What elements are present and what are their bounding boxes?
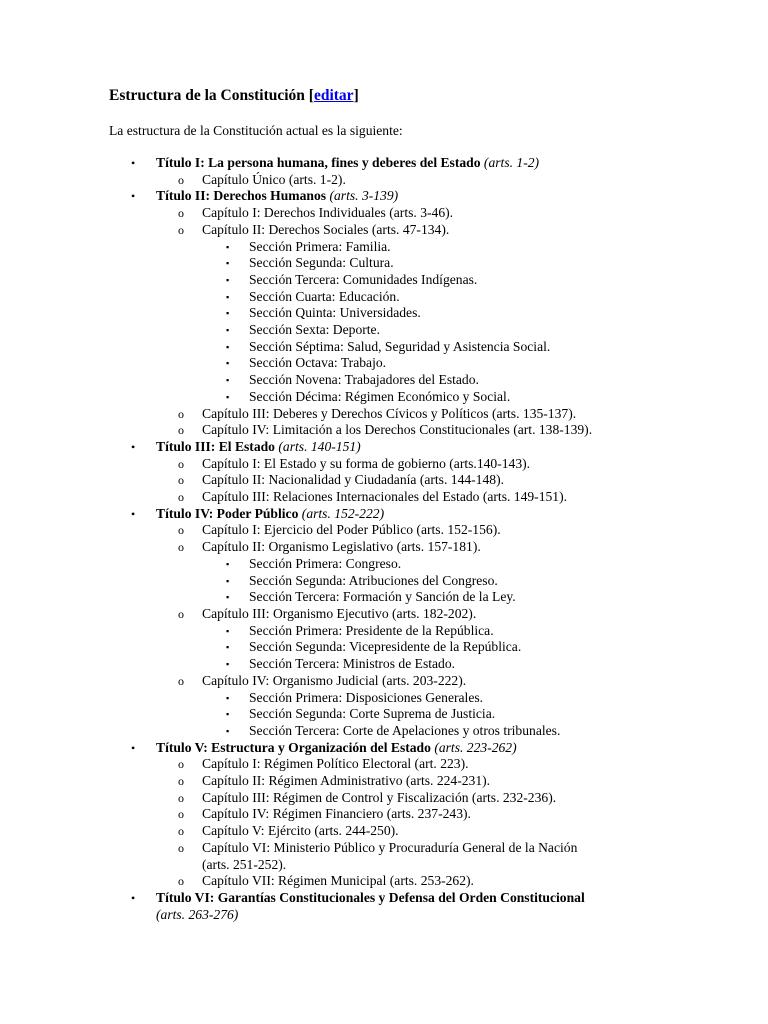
outline-item-seccion	[0, 573, 768, 590]
bullet-icon: o	[178, 874, 184, 889]
bullet-icon: ▪	[226, 341, 230, 352]
item-text: Capítulo III: Relaciones Internacionales del Estado (arts. 149-151).	[202, 489, 568, 505]
outline-item-capitulo	[0, 222, 768, 239]
edit-bracket-close: ]	[353, 87, 359, 104]
item-text: Capítulo VI: Ministerio Público y Procuraduría General de la Nación	[202, 839, 578, 855]
item-text: Sección Tercera: Corte de Apelaciones y otros tribunales.	[249, 722, 561, 738]
outline-item-titulo	[0, 907, 768, 924]
bullet-icon: ▪	[226, 325, 230, 336]
outline-item-capitulo	[0, 773, 768, 790]
item-text: Capítulo IV: Organismo Judicial (arts. 203-222).	[202, 672, 467, 688]
item-text: Sección Segunda: Vicepresidente de la República.	[249, 639, 522, 655]
outline-item-seccion	[0, 289, 768, 306]
outline-item-seccion	[0, 272, 768, 289]
section-heading	[109, 86, 359, 106]
bullet-icon: o	[178, 540, 184, 555]
bullet-icon: o	[178, 490, 184, 505]
item-article-range: (arts. 1-2)	[480, 155, 540, 170]
item-text: Sección Primera: Familia.	[249, 238, 391, 254]
bullet-icon: o	[178, 807, 184, 822]
bullet-icon: ▪	[226, 391, 230, 402]
outline-item-seccion	[0, 723, 768, 740]
item-text: Sección Octava: Trabajo.	[249, 355, 387, 371]
bullet-icon: ▪	[226, 709, 230, 720]
item-text: Sección Primera: Disposiciones Generales.	[249, 689, 484, 705]
outline-item-titulo	[0, 188, 768, 205]
item-text: Capítulo III: Régimen de Control y Fiscalización (arts. 232-236).	[202, 789, 557, 805]
bullet-icon: •	[131, 439, 136, 454]
bullet-icon: ▪	[226, 358, 230, 369]
bullet-icon: o	[178, 456, 184, 471]
item-text: Sección Tercera: Ministros de Estado.	[249, 656, 456, 672]
item-text: Sección Sexta: Deporte.	[249, 322, 380, 338]
outline-item-capitulo	[0, 840, 768, 857]
outline-item-seccion	[0, 706, 768, 723]
outline-item-seccion	[0, 656, 768, 673]
outline-item-seccion	[0, 305, 768, 322]
bullet-icon: ▪	[226, 592, 230, 603]
outline-item-seccion	[0, 322, 768, 339]
item-text: Capítulo IV: Limitación a los Derechos Constitucionales (art. 138-139).	[202, 422, 593, 438]
outline-item-titulo	[0, 740, 768, 757]
outline-item-capitulo	[0, 673, 768, 690]
item-text: Sección Tercera: Formación y Sanción de la Ley.	[249, 589, 516, 605]
item-article-range: (arts. 152-222)	[298, 505, 385, 521]
bullet-icon: o	[178, 840, 184, 855]
outline-item-capitulo	[0, 857, 768, 874]
item-text: Sección Segunda: Corte Suprema de Justicia.	[249, 706, 496, 722]
outline-item-seccion	[0, 389, 768, 406]
bullet-icon: o	[178, 172, 184, 187]
outline-item-capitulo	[0, 205, 768, 222]
bullet-icon: •	[131, 740, 136, 755]
item-title: Título II: Derechos Humanos	[156, 188, 327, 204]
outline-item-capitulo	[0, 539, 768, 556]
outline-item-titulo	[0, 439, 768, 456]
bullet-icon: o	[178, 824, 184, 839]
outline-item-capitulo	[0, 422, 768, 439]
item-text: Sección Quinta: Universidades.	[249, 305, 421, 321]
item-text: Sección Tercera: Comunidades Indígenas.	[249, 271, 478, 287]
item-text: Sección Primera: Presidente de la República.	[249, 622, 494, 638]
item-article-range: (arts. 263-276)	[156, 906, 239, 922]
item-title: Título IV: Poder Público	[156, 505, 299, 521]
outline-item-capitulo	[0, 823, 768, 840]
outline-item-capitulo	[0, 606, 768, 623]
bullet-icon: ▪	[226, 642, 230, 653]
item-text: Capítulo III: Deberes y Derechos Cívicos y Políticos (arts. 135-137).	[202, 405, 577, 421]
item-text: Capítulo Único (arts. 1-2).	[202, 171, 346, 187]
bullet-icon: o	[178, 757, 184, 772]
item-text: Capítulo V: Ejército (arts. 244-250).	[202, 823, 399, 839]
constitution-outline	[0, 155, 768, 923]
bullet-icon: ▪	[226, 258, 230, 269]
item-text: Capítulo II: Organismo Legislativo (arts. 157-181).	[202, 539, 481, 555]
item-text: Sección Primera: Congreso.	[249, 555, 402, 571]
bullet-icon: ▪	[226, 725, 230, 736]
bullet-icon: o	[178, 606, 184, 621]
outline-item-titulo	[0, 155, 768, 172]
bullet-icon: o	[178, 406, 184, 421]
bullet-icon: ▪	[226, 558, 230, 569]
item-text: Capítulo II: Derechos Sociales (arts. 47-134).	[202, 221, 450, 237]
item-text: Capítulo VII: Régimen Municipal (arts. 253-262).	[202, 873, 474, 889]
item-article-range: (arts. 223-262)	[430, 739, 517, 755]
heading-title: Estructura de la Constitución	[109, 87, 305, 104]
outline-item-seccion	[0, 639, 768, 656]
item-text: Capítulo II: Nacionalidad y Ciudadanía (arts. 144-148).	[202, 472, 505, 488]
item-text: Capítulo IV: Régimen Financiero (arts. 237-243).	[202, 806, 471, 822]
bullet-icon: o	[178, 790, 184, 805]
intro-paragraph: La estructura de la Constitución actual es la siguiente:	[109, 123, 403, 138]
item-text: Sección Segunda: Cultura.	[249, 255, 394, 271]
outline-item-seccion	[0, 556, 768, 573]
outline-item-capitulo	[0, 472, 768, 489]
outline-item-seccion	[0, 623, 768, 640]
item-text: (arts. 251-252).	[202, 856, 287, 872]
bullet-icon: ▪	[226, 308, 230, 319]
bullet-icon: •	[131, 189, 136, 204]
outline-item-capitulo	[0, 522, 768, 539]
item-text: Capítulo I: Ejercicio del Poder Público (arts. 152-156).	[202, 522, 501, 538]
edit-link[interactable]: editar	[313, 87, 354, 104]
outline-item-capitulo	[0, 806, 768, 823]
bullet-icon: ▪	[226, 241, 230, 252]
bullet-icon: ▪	[226, 625, 230, 636]
bullet-icon: o	[178, 473, 184, 488]
item-title: Título V: Estructura y Organización del Estado	[156, 739, 431, 755]
item-title: Título VI: Garantías Constitucionales y Defensa del Orden Constitucional	[156, 889, 585, 905]
bullet-icon: o	[178, 523, 184, 538]
outline-item-capitulo	[0, 456, 768, 473]
outline-item-capitulo	[0, 756, 768, 773]
item-text: Capítulo III: Organismo Ejecutivo (arts. 182-202).	[202, 605, 477, 621]
outline-item-capitulo	[0, 873, 768, 890]
bullet-icon: •	[131, 506, 136, 521]
item-text: Capítulo II: Régimen Administrativo (arts. 224-231).	[202, 773, 491, 789]
item-article-range: (arts. 3-139)	[326, 188, 399, 204]
outline-item-seccion	[0, 339, 768, 356]
bullet-icon: ▪	[226, 692, 230, 703]
item-text: Sección Novena: Trabajadores del Estado.	[249, 372, 479, 388]
bullet-icon: o	[178, 206, 184, 221]
item-article-range: (arts. 140-151)	[274, 438, 361, 454]
item-text: Sección Cuarta: Educación.	[249, 288, 400, 304]
outline-item-seccion	[0, 589, 768, 606]
outline-item-titulo	[0, 506, 768, 523]
item-text: Capítulo I: Régimen Político Electoral (art. 223).	[202, 756, 469, 772]
bullet-icon: ▪	[226, 575, 230, 586]
outline-item-seccion	[0, 355, 768, 372]
item-text: Sección Décima: Régimen Económico y Social.	[249, 388, 511, 404]
outline-item-seccion	[0, 255, 768, 272]
bullet-icon: ▪	[226, 291, 230, 302]
bullet-icon: ▪	[226, 375, 230, 386]
item-title: Título I: La persona humana, fines y deberes del Estado	[156, 155, 481, 170]
bullet-icon: o	[178, 222, 184, 237]
item-text: Sección Séptima: Salud, Seguridad y Asistencia Social.	[249, 338, 551, 354]
outline-item-seccion	[0, 372, 768, 389]
outline-item-seccion	[0, 690, 768, 707]
bullet-icon: o	[178, 774, 184, 789]
bullet-icon: o	[178, 673, 184, 688]
outline-item-capitulo	[0, 489, 768, 506]
bullet-icon: ▪	[226, 659, 230, 670]
item-title: Título III: El Estado	[156, 438, 275, 454]
bullet-icon: ▪	[226, 274, 230, 285]
item-text: Capítulo I: Derechos Individuales (arts. 3-46).	[202, 205, 454, 221]
edit-bracket-open: [	[308, 87, 314, 104]
bullet-icon: •	[131, 890, 136, 905]
outline-item-capitulo	[0, 172, 768, 189]
bullet-icon: •	[131, 156, 136, 170]
item-text: Sección Segunda: Atribuciones del Congreso.	[249, 572, 498, 588]
outline-item-capitulo	[0, 406, 768, 423]
outline-item-seccion	[0, 239, 768, 256]
outline-item-capitulo	[0, 790, 768, 807]
item-text: Capítulo I: El Estado y su forma de gobierno (arts.140-143).	[202, 455, 531, 471]
outline-item-titulo	[0, 890, 768, 907]
bullet-icon: o	[178, 423, 184, 438]
